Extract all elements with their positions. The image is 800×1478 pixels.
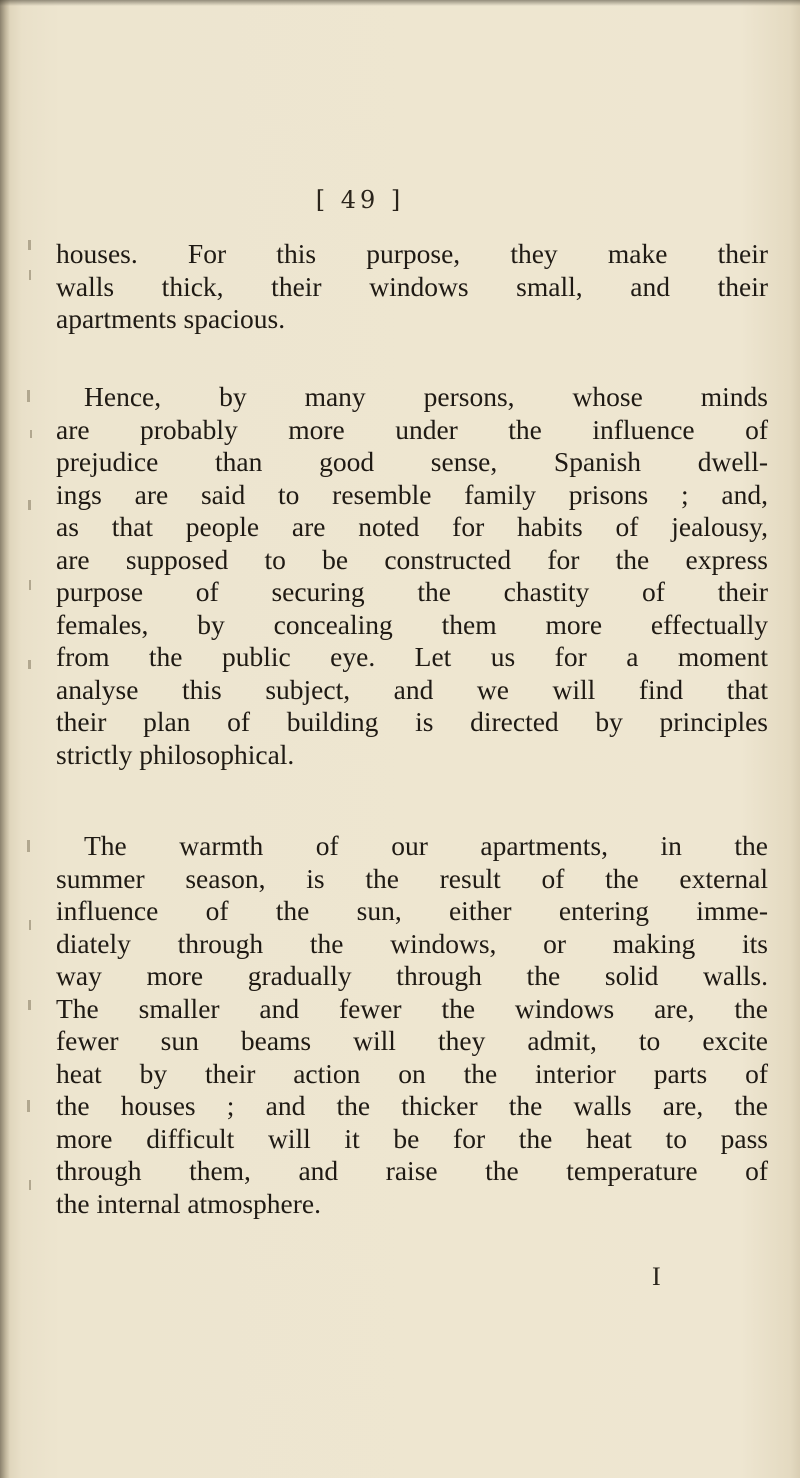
text-line: more difficult will it be for the heat to pass (56, 1122, 768, 1154)
text-line: The smaller and fewer the windows are, the (56, 992, 768, 1024)
text-line: apartments spacious. (56, 303, 286, 334)
paragraph-3 (56, 830, 768, 1220)
text-line: their plan of building is directed by principles (56, 706, 768, 737)
text-line: the internal atmosphere. (56, 1187, 321, 1219)
text-line: purpose of securing the chastity of their (56, 576, 768, 607)
margin-specks (26, 240, 40, 1290)
text-line: heat by their action on the interior parts of (56, 1057, 768, 1089)
gutter-shadow (0, 0, 10, 1478)
text-line: as that people are noted for habits of jealousy, (56, 511, 768, 542)
text-line: Hence, by many persons, whose minds (84, 381, 768, 412)
text-line: The warmth of our apartments, in the (84, 830, 768, 861)
top-edge-shadow (0, 0, 800, 6)
text-line: summer season, is the result of the external (56, 862, 768, 894)
text-line: strictly philosophical. (56, 738, 295, 770)
text-line: fewer sun beams will they admit, to excite (56, 1025, 768, 1056)
text-line: are supposed to be constructed for the express (56, 543, 768, 575)
text-line: walls thick, their windows small, and their (56, 270, 768, 302)
text-line: ings are said to resemble family prisons ; and, (56, 478, 768, 510)
page-number: [ 49 ] (315, 186, 405, 214)
text-line: through them, and raise the temperature of (56, 1155, 768, 1186)
text-line: the houses ; and the thicker the walls are, the (56, 1090, 768, 1121)
paragraph-2 (56, 381, 768, 771)
text-line: influence of the sun, either entering imme- (56, 895, 768, 926)
text-line: females, by concealing them more effectually (56, 608, 768, 640)
text-line: houses. For this purpose, they make their (56, 238, 768, 269)
text-line: are probably more under the influence of (56, 413, 768, 445)
paragraph-1 (56, 238, 768, 336)
catchword: I (652, 1262, 661, 1291)
text-line: way more gradually through the solid walls. (56, 960, 768, 991)
text-line: diately through the windows, or making its (56, 927, 768, 959)
text-line: analyse this subject, and we will find that (56, 673, 768, 705)
text-line: prejudice than good sense, Spanish dwell- (56, 446, 768, 477)
text-line: from the public eye. Let us for a moment (56, 641, 768, 672)
